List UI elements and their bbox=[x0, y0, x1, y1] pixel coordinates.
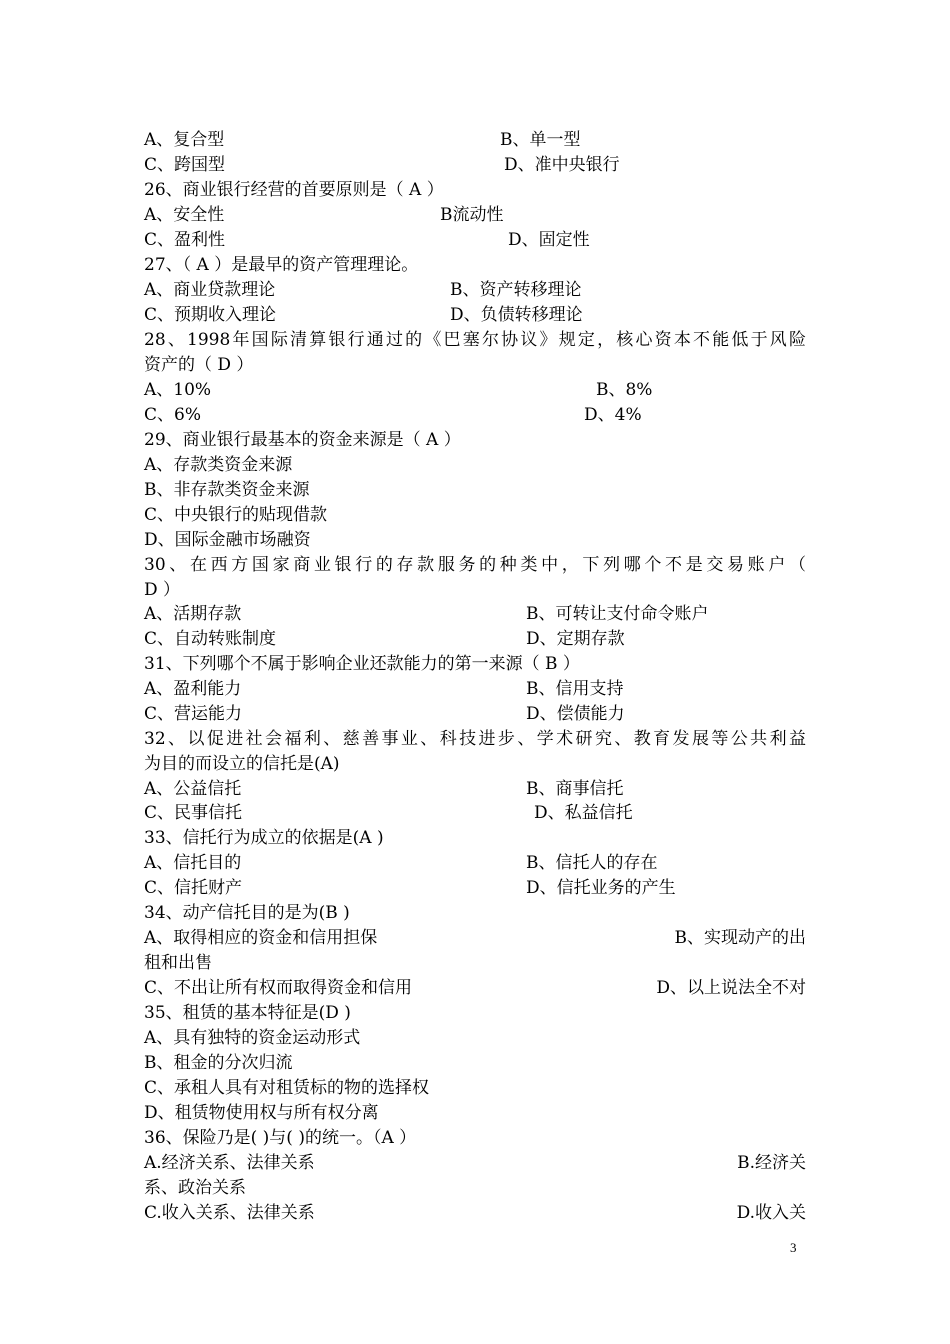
option-text: B、信托人的存在 bbox=[526, 853, 658, 873]
text-line bbox=[144, 153, 806, 178]
line-text: C、营运能力 bbox=[144, 704, 243, 724]
option-text: D、偿债能力 bbox=[526, 704, 625, 724]
text-line bbox=[144, 178, 806, 203]
line-text: 33、信托行为成立的依据是(A ) bbox=[144, 828, 384, 848]
line-text: A、复合型 bbox=[144, 130, 225, 150]
text-line bbox=[144, 801, 806, 826]
text-line bbox=[144, 951, 806, 976]
text-line bbox=[144, 428, 806, 453]
line-text: A、信托目的 bbox=[144, 853, 242, 873]
text-line bbox=[144, 826, 806, 851]
line-text: A、安全性 bbox=[144, 205, 225, 225]
text-line bbox=[144, 627, 806, 652]
text-line bbox=[144, 403, 806, 428]
text-line bbox=[144, 253, 806, 278]
option-text: D、负债转移理论 bbox=[450, 305, 583, 325]
line-text: D、租赁物使用权与所有权分离 bbox=[144, 1103, 379, 1123]
line-text: 租和出售 bbox=[144, 953, 212, 973]
line-text: 35、租赁的基本特征是(D ) bbox=[144, 1003, 351, 1023]
line-text: A、活期存款 bbox=[144, 604, 242, 624]
option-text: D、信托业务的产生 bbox=[526, 878, 676, 898]
text-line bbox=[144, 128, 806, 153]
option-text: D、私益信托 bbox=[534, 803, 633, 823]
line-text: C、中央银行的贴现借款 bbox=[144, 505, 328, 525]
line-text: A、公益信托 bbox=[144, 779, 242, 799]
line-text: C、预期收入理论 bbox=[144, 305, 277, 325]
line-text: 34、动产信托目的是为(B ) bbox=[144, 903, 350, 923]
line-text: 资产的（ D ） bbox=[144, 355, 254, 375]
text-line bbox=[144, 453, 806, 478]
text-line bbox=[144, 777, 806, 802]
option-text: B、单一型 bbox=[500, 130, 581, 150]
line-text: C、自动转账制度 bbox=[144, 629, 277, 649]
text-line bbox=[144, 1151, 806, 1176]
line-text: C、信托财产 bbox=[144, 878, 243, 898]
text-line bbox=[144, 553, 806, 578]
line-text: 36、保险乃是( )与( )的统一。（A ） bbox=[144, 1128, 417, 1148]
text-line bbox=[144, 478, 806, 503]
text-line bbox=[144, 677, 806, 702]
line-text: A、存款类资金来源 bbox=[144, 455, 293, 475]
text-line bbox=[144, 228, 806, 253]
option-text: D、固定性 bbox=[508, 230, 590, 250]
line-text: B、租金的分次归流 bbox=[144, 1053, 293, 1073]
text-line bbox=[144, 901, 806, 926]
text-line bbox=[144, 727, 806, 752]
line-text: A.经济关系、法律关系 bbox=[144, 1153, 315, 1173]
line-text: C.收入关系、法律关系 bbox=[144, 1203, 315, 1223]
option-text: B、信用支持 bbox=[526, 679, 624, 699]
option-text: B、实现动产的出 bbox=[674, 928, 806, 948]
line-text: A、取得相应的资金和信用担保 bbox=[144, 928, 378, 948]
text-line bbox=[144, 528, 806, 553]
text-line bbox=[144, 1126, 806, 1151]
text-line bbox=[144, 503, 806, 528]
text-line bbox=[144, 1051, 806, 1076]
text-line bbox=[144, 752, 806, 777]
line-text: C、不出让所有权而取得资金和信用 bbox=[144, 978, 413, 998]
text-line bbox=[144, 203, 806, 228]
option-text: B、8% bbox=[596, 380, 653, 400]
line-text: C、6% bbox=[144, 405, 201, 425]
option-text: B、商事信托 bbox=[526, 779, 624, 799]
text-line bbox=[144, 328, 806, 353]
text-line bbox=[144, 1001, 806, 1026]
text-line bbox=[144, 1026, 806, 1051]
line-text: 29、商业银行最基本的资金来源是（ A ） bbox=[144, 430, 461, 450]
option-text: D、准中央银行 bbox=[504, 155, 620, 175]
line-text: C、盈利性 bbox=[144, 230, 226, 250]
text-line bbox=[144, 602, 806, 627]
line-text: D、国际金融市场融资 bbox=[144, 530, 311, 550]
text-line bbox=[144, 702, 806, 727]
text-line bbox=[144, 378, 806, 403]
option-text: B、可转让支付命令账户 bbox=[526, 604, 709, 624]
line-text: 30、在西方国家商业银行的存款服务的种类中，下列哪个不是交易账户（ bbox=[144, 555, 806, 575]
text-line bbox=[144, 278, 806, 303]
line-text: 26、商业银行经营的首要原则是（ A ） bbox=[144, 180, 444, 200]
line-text: A、具有独特的资金运动形式 bbox=[144, 1028, 361, 1048]
text-line bbox=[144, 1101, 806, 1126]
text-line bbox=[144, 851, 806, 876]
option-text: D、4% bbox=[584, 405, 642, 425]
line-text: 为目的而设立的信托是(A) bbox=[144, 754, 340, 774]
line-text: D ） bbox=[144, 580, 181, 600]
option-text: D、定期存款 bbox=[526, 629, 625, 649]
option-text: B、资产转移理论 bbox=[450, 280, 582, 300]
option-text: D.收入关 bbox=[736, 1203, 806, 1223]
option-text: B流动性 bbox=[440, 205, 504, 225]
option-text: D、以上说法全不对 bbox=[656, 978, 806, 998]
page-number: 3 bbox=[790, 1240, 797, 1255]
text-line bbox=[144, 876, 806, 901]
line-text: 32、以促进社会福利、慈善事业、科技进步、学术研究、教育发展等公共利益 bbox=[144, 729, 806, 749]
text-line bbox=[144, 1076, 806, 1101]
line-text: A、盈利能力 bbox=[144, 679, 242, 699]
option-text: B.经济关 bbox=[737, 1153, 806, 1173]
text-line bbox=[144, 1201, 806, 1226]
line-text: C、承租人具有对租赁标的物的选择权 bbox=[144, 1078, 430, 1098]
line-text: C、民事信托 bbox=[144, 803, 243, 823]
line-text: 27、（ A ）是最早的资产管理理论。 bbox=[144, 255, 419, 275]
text-line bbox=[144, 1176, 806, 1201]
line-text: C、跨国型 bbox=[144, 155, 226, 175]
line-text: 系、政治关系 bbox=[144, 1178, 246, 1198]
text-line bbox=[144, 926, 806, 951]
line-text: 28、1998年国际清算银行通过的《巴塞尔协议》规定，核心资本不能低于风险 bbox=[144, 330, 806, 350]
line-text: 31、下列哪个不属于影响企业还款能力的第一来源（ B ） bbox=[144, 654, 580, 674]
text-line bbox=[144, 976, 806, 1001]
line-text: B、非存款类资金来源 bbox=[144, 480, 310, 500]
text-line bbox=[144, 652, 806, 677]
text-line bbox=[144, 303, 806, 328]
text-line bbox=[144, 578, 806, 603]
text-line bbox=[144, 353, 806, 378]
line-text: A、商业贷款理论 bbox=[144, 280, 276, 300]
line-text: A、10% bbox=[144, 380, 212, 400]
